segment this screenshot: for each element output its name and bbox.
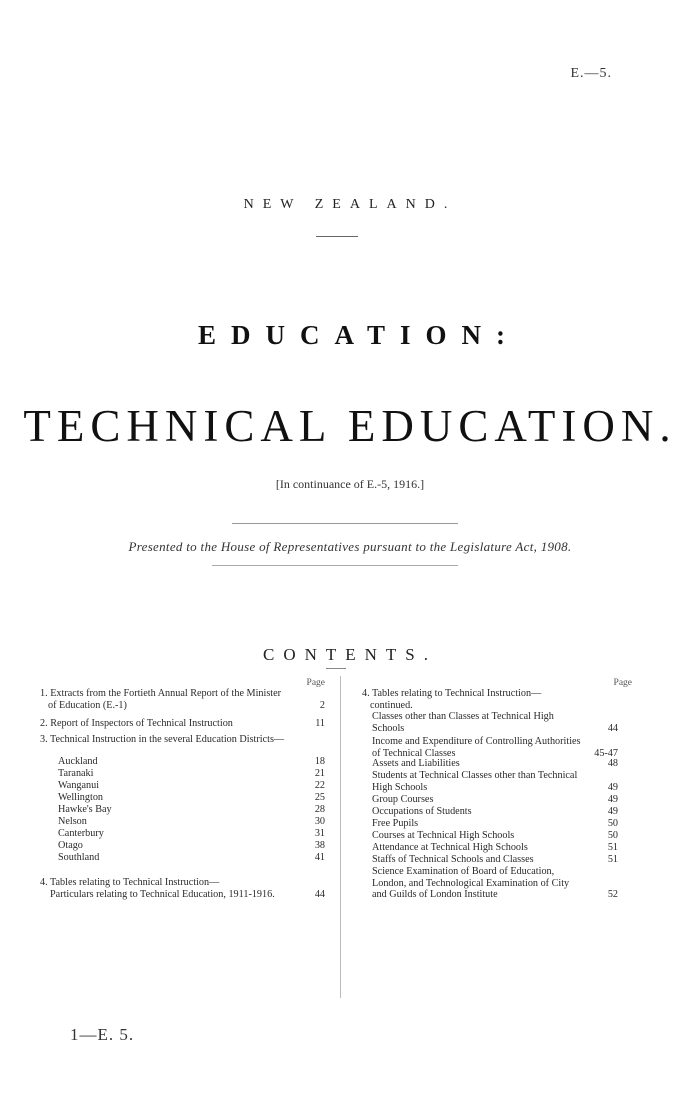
contents-entry-page: 25	[314, 792, 325, 803]
contents-entry-page: 2	[319, 699, 325, 711]
contents-entry-title: 3. Technical Instruction in the several Education Districts—	[40, 734, 285, 745]
contents-entry	[40, 804, 325, 816]
contents-entry-title: Science Examination of Board of Education, London, and Technological Examination of City and Guilds of London Institute	[372, 866, 570, 901]
contents-entry-page: 50	[607, 830, 618, 841]
contents-entry	[40, 688, 325, 711]
contents-entry-title: Nelson	[58, 816, 87, 827]
contents-entry-page: 44	[314, 889, 325, 900]
contents-entry-title: 4. Tables relating to Technical Instruction—	[40, 877, 220, 888]
contents-entry	[362, 854, 618, 866]
contents-entry-title: Classes other than Classes at Technical High Schools	[372, 711, 554, 734]
document-reference: E.—5.	[570, 66, 612, 81]
contents-entry-title: Wellington	[58, 792, 104, 803]
contents-entry	[40, 768, 325, 780]
contents-entry	[40, 889, 325, 901]
contents-entry	[362, 688, 618, 711]
contents-entry-title: Staffs of Technical Schools and Classes	[372, 854, 534, 865]
contents-entry-title: Courses at Technical High Schools	[372, 830, 515, 841]
continuance-note: [In continuance of E.-5, 1916.]	[275, 477, 425, 491]
contents-entry	[362, 818, 618, 830]
contents-entry-title: Free Pupils	[372, 818, 419, 829]
contents-entry-page: 51	[607, 842, 618, 853]
contents-entry-page: 51	[607, 854, 618, 865]
contents-entry	[362, 711, 618, 734]
contents-entry-title: 1. Extracts from the Fortieth Annual Report of the Minister of Education (E.-1)	[40, 688, 282, 711]
contents-entry	[40, 756, 325, 768]
contents-entry-title: Income and Expenditure of Controlling Authorities of Technical Classes	[372, 736, 581, 759]
contents-entry	[40, 718, 325, 730]
contents-entry-title: Auckland	[58, 756, 98, 767]
contents-entry-title: Group Courses	[372, 794, 434, 805]
contents-entry	[40, 816, 325, 828]
contents-entry	[40, 852, 325, 864]
contents-heading: CONTENTS.	[262, 645, 438, 664]
contents-entry-title: 4. Tables relating to Technical Instruction— continued.	[362, 688, 542, 711]
contents-entry-page: 31	[314, 828, 325, 839]
contents-entry-page: 49	[607, 806, 618, 817]
contents-entry	[362, 842, 618, 854]
contents-entry-page: 21	[314, 768, 325, 779]
contents-entry-title: Attendance at Technical High Schools	[372, 842, 528, 853]
divider	[316, 236, 358, 237]
contents-entry	[362, 770, 618, 793]
contents-entry	[40, 840, 325, 852]
country-heading: NEW ZEALAND.	[243, 197, 457, 212]
contents-entry-page: 41	[314, 852, 325, 863]
contents-entry	[362, 758, 618, 770]
contents-entry-page: 45-47	[594, 747, 618, 759]
main-title: EDUCATION:	[197, 320, 520, 350]
contents-entry-page: 11	[315, 718, 325, 729]
divider	[212, 565, 458, 566]
contents-entry-page: 22	[314, 780, 325, 791]
contents-entry-title: Hawke's Bay	[58, 804, 112, 815]
contents-entry-page: 30	[314, 816, 325, 827]
contents-entry	[362, 866, 618, 901]
contents-entry-page: 50	[607, 818, 618, 829]
contents-entry-title: Occupations of Students	[372, 806, 472, 817]
contents-entry-title: Assets and Liabilities	[372, 758, 460, 769]
contents-entry-title: Otago	[58, 840, 83, 851]
contents-entry-title: Southland	[58, 852, 100, 863]
presented-statement: Presented to the House of Representatives pursuant to the Legislature Act, 1908.	[128, 539, 572, 554]
contents-entry	[362, 736, 618, 759]
contents-entry	[40, 877, 325, 889]
contents-entry	[362, 794, 618, 806]
contents-entry-page: 38	[314, 840, 325, 851]
page-column-label: Page	[306, 678, 325, 688]
contents-entry-page: 49	[607, 794, 618, 805]
contents-entry-title: Students at Technical Classes other than Technical High Schools	[372, 770, 578, 793]
page-column-label: Page	[613, 678, 632, 688]
contents-entry	[40, 780, 325, 792]
footer-mark: 1—E. 5.	[70, 1025, 135, 1044]
contents-entry-page: 48	[607, 758, 618, 769]
contents-entry-page: 49	[607, 781, 618, 793]
contents-entry	[40, 792, 325, 804]
contents-entry-page: 44	[607, 722, 618, 734]
column-separator	[340, 676, 341, 998]
contents-entry-title: Canterbury	[58, 828, 104, 839]
divider	[232, 523, 458, 524]
contents-entry-title: Wanganui	[58, 780, 100, 791]
contents-entry-page: 18	[314, 756, 325, 767]
subtitle: TECHNICAL EDUCATION.	[23, 401, 677, 451]
contents-entry-title: Particulars relating to Technical Education, 1911-1916.	[50, 889, 275, 900]
contents-entry-page: 28	[314, 804, 325, 815]
contents-entry-title: Taranaki	[58, 768, 94, 779]
contents-entry	[40, 828, 325, 840]
contents-entry	[40, 734, 325, 746]
contents-entry-page: 52	[607, 889, 618, 901]
contents-entry	[362, 830, 618, 842]
contents-entry-title: 2. Report of Inspectors of Technical Instruction	[40, 718, 233, 729]
contents-entry	[362, 806, 618, 818]
divider	[326, 668, 346, 669]
